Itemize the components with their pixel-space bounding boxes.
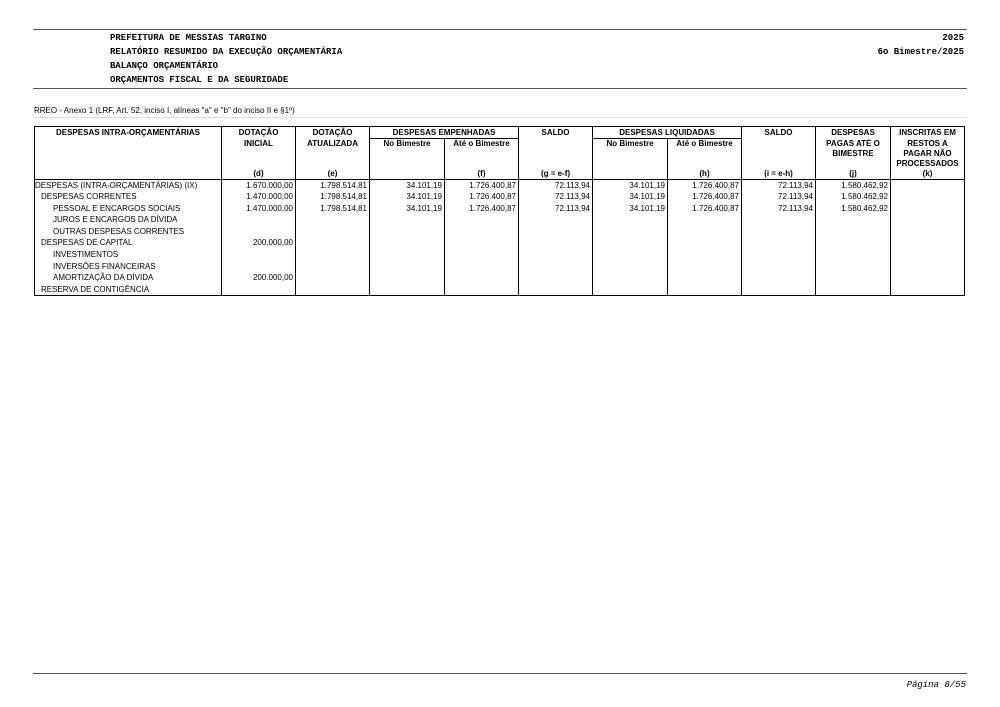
cell-liq_bim: [593, 261, 668, 273]
row-label: OUTRAS DESPESAS CORRENTES: [35, 226, 222, 238]
footer-rule: [33, 673, 967, 674]
row-label: INVERSÕES FINANCEIRAS: [35, 261, 222, 273]
cell-k: [891, 261, 965, 273]
cell-d: 1.470.000,00: [222, 191, 296, 203]
cell-d: 1.470.000,00: [222, 203, 296, 215]
cell-liq_bim: [593, 226, 668, 238]
col-i: (i = e-h): [742, 169, 816, 180]
cell-liq_ate: 1.726.400,87: [668, 179, 742, 191]
cell-emp_bim: [370, 272, 445, 284]
header-top-rule: [33, 29, 967, 30]
page-number: Página 8/55: [906, 680, 966, 690]
header-saldo: SALDO: [519, 127, 593, 139]
cell-d: [222, 261, 296, 273]
cell-emp_ate: [445, 261, 519, 273]
cell-emp_bim: 34.101,19: [370, 179, 445, 191]
cell-d: 200.000,00: [222, 272, 296, 284]
header-ate-bimestre-liq: Até o Bimestre: [668, 139, 742, 169]
row-label: DESPESAS (INTRA-ORÇAMENTÁRIAS) (IX): [35, 179, 222, 191]
header-no-bimestre: No Bimestre: [370, 139, 445, 169]
entity-name: PREFEITURA DE MESSIAS TARGINO: [110, 33, 267, 43]
cell-emp_ate: [445, 249, 519, 261]
cell-liq_ate: [668, 237, 742, 249]
cell-liq_bim: [593, 237, 668, 249]
col-e: (e): [296, 169, 370, 180]
cell-liq_bim: 34.101,19: [593, 191, 668, 203]
cell-k: [891, 179, 965, 191]
cell-i: [742, 284, 816, 296]
header-atualizada: ATUALIZADA: [296, 139, 370, 169]
table-row: [35, 261, 965, 273]
statement-title: BALANÇO ORÇAMENTÁRIO: [110, 61, 219, 71]
cell-e: 1.798.514,81: [296, 179, 370, 191]
cell-emp_ate: [445, 272, 519, 284]
expenses-table: [34, 126, 965, 296]
cell-liq_ate: 1.726.400,87: [668, 191, 742, 203]
cell-g: [519, 284, 593, 296]
cell-j: [816, 272, 891, 284]
cell-j: [816, 214, 891, 226]
cell-j: 1.580.462,92: [816, 203, 891, 215]
cell-e: 1.798.514,81: [296, 191, 370, 203]
cell-e: [296, 284, 370, 296]
header-liquidadas: DESPESAS LIQUIDADAS: [593, 127, 742, 139]
cell-emp_bim: [370, 284, 445, 296]
cell-i: 72.113,94: [742, 179, 816, 191]
row-label: AMORTIZAÇÃO DA DÍVIDA: [35, 272, 222, 284]
col-j: (j): [816, 169, 891, 180]
cell-d: 200.000,00: [222, 237, 296, 249]
cell-j: [816, 249, 891, 261]
header-dotacao-atualizada: DOTAÇÃO: [296, 127, 370, 139]
cell-i: [742, 249, 816, 261]
cell-emp_bim: 34.101,19: [370, 191, 445, 203]
cell-emp_bim: [370, 226, 445, 238]
cell-d: [222, 249, 296, 261]
header-restos-line2: RESTOS A PAGAR NÃO PROCESSADOS: [891, 139, 965, 169]
cell-k: [891, 191, 965, 203]
cell-g: [519, 237, 593, 249]
cell-emp_ate: 1.726.400,87: [445, 191, 519, 203]
cell-emp_bim: [370, 237, 445, 249]
cell-e: [296, 237, 370, 249]
cell-j: [816, 284, 891, 296]
report-period: 6o Bimestre/2025: [877, 47, 964, 57]
header-restos: INSCRITAS EM: [891, 127, 965, 139]
cell-liq_bim: [593, 272, 668, 284]
cell-e: [296, 226, 370, 238]
cell-j: 1.580.462,92: [816, 179, 891, 191]
header-pagas-line2: PAGAS ATÉ O BIMESTRE: [816, 139, 891, 169]
cell-d: [222, 226, 296, 238]
cell-k: [891, 226, 965, 238]
header-pagas: DESPESAS: [816, 127, 891, 139]
row-label: PESSOAL E ENCARGOS SOCIAIS: [35, 203, 222, 215]
cell-g: [519, 249, 593, 261]
report-title: RELATÓRIO RESUMIDO DA EXECUÇÃO ORÇAMENTÁRIA: [110, 47, 343, 57]
row-label: DESPESAS CORRENTES: [35, 191, 222, 203]
cell-d: 1.670.000,00: [222, 179, 296, 191]
col-g: (g = e-f): [519, 169, 593, 180]
table-row: [35, 203, 965, 215]
cell-e: [296, 272, 370, 284]
cell-liq_bim: [593, 284, 668, 296]
header-ate-bimestre: Até o Bimestre: [445, 139, 519, 169]
cell-emp_ate: [445, 284, 519, 296]
cell-i: [742, 272, 816, 284]
cell-k: [891, 203, 965, 215]
table-row: [35, 249, 965, 261]
cell-liq_ate: [668, 214, 742, 226]
col-d: (d): [222, 169, 296, 180]
header-bottom-rule: [33, 88, 967, 89]
header-inicial: INICIAL: [222, 139, 296, 169]
col-f: (f): [445, 169, 519, 180]
cell-emp_ate: [445, 237, 519, 249]
cell-j: [816, 261, 891, 273]
cell-e: [296, 261, 370, 273]
cell-e: [296, 214, 370, 226]
cell-i: [742, 237, 816, 249]
cell-k: [891, 249, 965, 261]
cell-emp_ate: 1.726.400,87: [445, 179, 519, 191]
header-saldo-liq: SALDO: [742, 127, 816, 139]
cell-emp_ate: 1.726.400,87: [445, 203, 519, 215]
cell-liq_ate: [668, 261, 742, 273]
annex-subtitle: RREO - Anexo 1 (LRF, Art. 52, inciso I, alíneas "a" e "b" do inciso II e §1º): [34, 106, 295, 115]
cell-g: 72.113,94: [519, 203, 593, 215]
cell-j: [816, 237, 891, 249]
cell-i: [742, 226, 816, 238]
row-label: DESPESAS DE CAPITAL: [35, 237, 222, 249]
cell-g: 72.113,94: [519, 191, 593, 203]
header-dotacao-inicial: DOTAÇÃO: [222, 127, 296, 139]
cell-emp_bim: [370, 249, 445, 261]
cell-i: 72.113,94: [742, 203, 816, 215]
table-row: [35, 179, 965, 191]
cell-j: [816, 226, 891, 238]
cell-g: [519, 261, 593, 273]
cell-emp_ate: [445, 226, 519, 238]
cell-liq_bim: [593, 214, 668, 226]
cell-g: [519, 214, 593, 226]
header-desc: DESPESAS INTRA-ORÇAMENTÁRIAS: [35, 127, 222, 139]
cell-k: [891, 214, 965, 226]
cell-emp_bim: [370, 214, 445, 226]
cell-k: [891, 237, 965, 249]
table-row: [35, 214, 965, 226]
cell-k: [891, 272, 965, 284]
table-row: [35, 191, 965, 203]
cell-liq_ate: [668, 272, 742, 284]
cell-g: 72.113,94: [519, 179, 593, 191]
cell-i: 72.113,94: [742, 191, 816, 203]
cell-g: [519, 272, 593, 284]
cell-liq_bim: 34.101,19: [593, 203, 668, 215]
cell-liq_ate: [668, 226, 742, 238]
cell-e: 1.798.514,81: [296, 203, 370, 215]
col-h: (h): [668, 169, 742, 180]
scope-title: ORÇAMENTOS FISCAL E DA SEGURIDADE: [110, 75, 289, 85]
report-year: 2025: [942, 33, 964, 43]
cell-liq_bim: 34.101,19: [593, 179, 668, 191]
table-row: [35, 284, 965, 296]
cell-liq_bim: [593, 249, 668, 261]
table-row: [35, 226, 965, 238]
cell-liq_ate: [668, 249, 742, 261]
cell-d: [222, 214, 296, 226]
table-row: [35, 237, 965, 249]
cell-d: [222, 284, 296, 296]
cell-g: [519, 226, 593, 238]
cell-emp_bim: [370, 261, 445, 273]
table-row: [35, 272, 965, 284]
row-label: JUROS E ENCARGOS DA DÍVIDA: [35, 214, 222, 226]
row-label: RESERVA DE CONTIGÊNCIA: [35, 284, 222, 296]
cell-liq_ate: [668, 284, 742, 296]
row-label: INVESTIMENTOS: [35, 249, 222, 261]
cell-j: 1.580.462,92: [816, 191, 891, 203]
cell-emp_ate: [445, 214, 519, 226]
cell-emp_bim: 34.101,19: [370, 203, 445, 215]
cell-i: [742, 261, 816, 273]
cell-i: [742, 214, 816, 226]
cell-k: [891, 284, 965, 296]
subtitle-separator: [33, 117, 967, 118]
header-empenhadas: DESPESAS EMPENHADAS: [370, 127, 519, 139]
cell-e: [296, 249, 370, 261]
header-no-bimestre-liq: No Bimestre: [593, 139, 668, 169]
col-k: (k): [891, 169, 965, 180]
cell-liq_ate: 1.726.400,87: [668, 203, 742, 215]
